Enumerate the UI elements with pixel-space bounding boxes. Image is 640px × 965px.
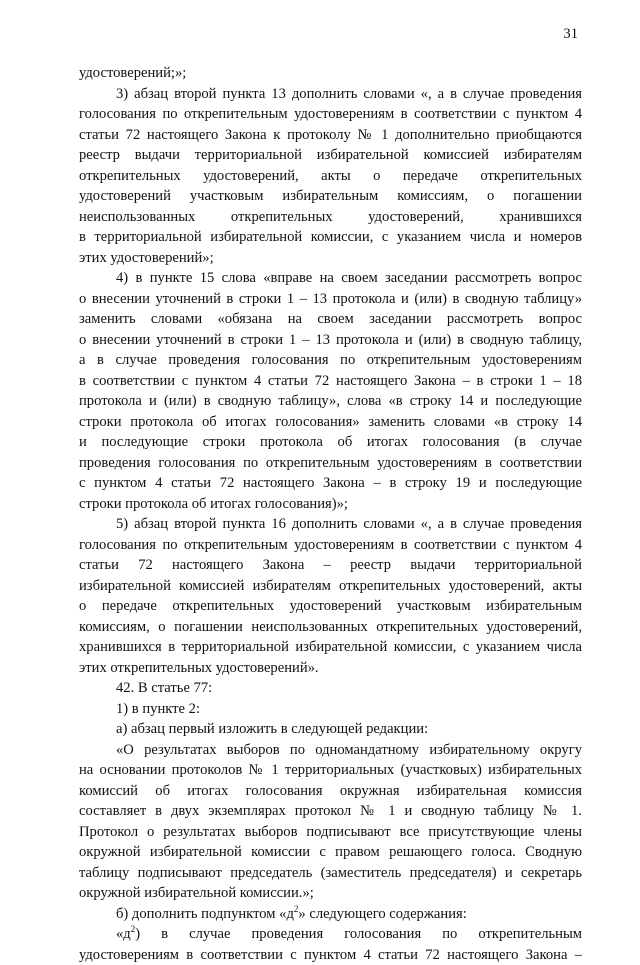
text-line: открепительных удостоверений, акты о передаче открепительных: [79, 166, 582, 187]
text-line: избирательной комиссией избирателям открепительных удостоверений, акты: [79, 576, 582, 597]
text-line-subpoint-d2: [79, 904, 582, 925]
text-line: неиспользованных открепительных удостоверений, хранившихся: [79, 207, 582, 228]
text-line: проведения голосования по открепительным удостоверениям в соответствии: [79, 453, 582, 474]
text-line: хранившихся в территориальной избирательной комиссии, с указанием числа: [79, 637, 582, 658]
text-line: составляет в двух экземплярах протокол № 1 и сводную таблицу № 1.: [79, 801, 582, 822]
text-line: и последующие строки протокола об итогах голосования (в случае: [79, 432, 582, 453]
text-line: строки протокола об итогах голосования» заменить словами «в строку 14: [79, 412, 582, 433]
text-line-last: удостоверениям в соответствии с пунктом 4 статьи 72 настоящего Закона –: [79, 945, 582, 965]
text-line: заменить словами «обязана на своем заседании рассмотреть вопрос: [79, 309, 582, 330]
text-line: комиссий об итогах голосования окружная избирательная комиссия: [79, 781, 582, 802]
text-line: с пунктом 4 статьи 72 настоящего Закона – в строку 19 и последующие: [79, 473, 582, 494]
page-number: 31: [563, 26, 578, 43]
text-line: на основании протоколов № 1 территориальных (участковых) избирательных: [79, 760, 582, 781]
text-line: о передаче открепительных удостоверений участковым избирательным: [79, 596, 582, 617]
text-line: удостоверений участковым избирательным комиссиям, о погашении: [79, 186, 582, 207]
text-line: а) абзац первый изложить в следующей редакции:: [79, 719, 582, 740]
quote-rest: в случае проведения голосования по открепительным: [161, 926, 582, 942]
body-text: [79, 63, 582, 965]
text-line: окружной избирательной комиссии.»;: [79, 883, 582, 904]
quote-open: «д: [116, 926, 131, 942]
text-line-subpoint-d2-before: б) дополнить подпунктом «д: [116, 906, 294, 922]
text-line: голосования по открепительным удостоверениям в соответствии с пунктом 4: [79, 104, 582, 125]
text-line: таблицу подписывают председатель (заместитель председателя) и секретарь: [79, 863, 582, 884]
text-line: окружной избирательной комиссии с правом решающего голоса. Сводную: [79, 842, 582, 863]
text-line: Протокол о результатах выборов подписывают все присутствующие члены: [79, 822, 582, 843]
text-line: голосования по открепительным удостоверениям в соответствии с пунктом 4: [79, 535, 582, 556]
text-line: 5) абзац второй пункта 16 дополнить словами «, а в случае проведения: [79, 514, 582, 535]
text-line: 3) абзац второй пункта 13 дополнить словами «, а в случае проведения: [79, 84, 582, 105]
text-line: «О результатах выборов по одномандатному избирательному округу: [79, 740, 582, 761]
text-line: статьи 72 настоящего Закона – реестр выдачи территориальной: [79, 555, 582, 576]
text-line: 42. В статье 77:: [79, 678, 582, 699]
text-line: удостоверений;»;: [79, 63, 582, 84]
text-line: а в случае проведения голосования по открепительным удостоверениям: [79, 350, 582, 371]
text-line: в соответствии с пунктом 4 статьи 72 настоящего Закона – в строки 1 – 18: [79, 371, 582, 392]
text-line-quote-d2: [79, 924, 582, 945]
text-line: протокола и (или) в сводную таблицу», слова «в строку 14 и последующие: [79, 391, 582, 412]
text-line: этих удостоверений»;: [79, 248, 582, 269]
text-line: 1) в пункте 2:: [79, 699, 582, 720]
text-line: в территориальной избирательной комиссии, с указанием числа и номеров: [79, 227, 582, 248]
text-line: о внесении уточнений в строки 1 – 13 протокола и (или) в сводную таблицу,: [79, 330, 582, 351]
text-line: реестр выдачи территориальной избирательной комиссией избирателям: [79, 145, 582, 166]
superscript-2: 2: [294, 904, 299, 914]
text-line: о внесении уточнений в строки 1 – 13 протокола и (или) в сводную таблицу»: [79, 289, 582, 310]
superscript-2: 2: [131, 924, 136, 934]
quote-close: ): [135, 926, 140, 942]
text-line: 4) в пункте 15 слова «вправе на своем заседании рассмотреть вопрос: [79, 268, 582, 289]
text-line: комиссиям, о погашении неиспользованных открепительных удостоверений,: [79, 617, 582, 638]
text-line: этих открепительных удостоверений».: [79, 658, 582, 679]
text-line-subpoint-d2-after: » следующего содержания:: [298, 906, 466, 922]
paragraph-lines: [79, 63, 582, 904]
text-line: строки протокола об итогах голосования)»;: [79, 494, 582, 515]
text-line: статьи 72 настоящего Закона к протоколу № 1 дополнительно приобщаются: [79, 125, 582, 146]
